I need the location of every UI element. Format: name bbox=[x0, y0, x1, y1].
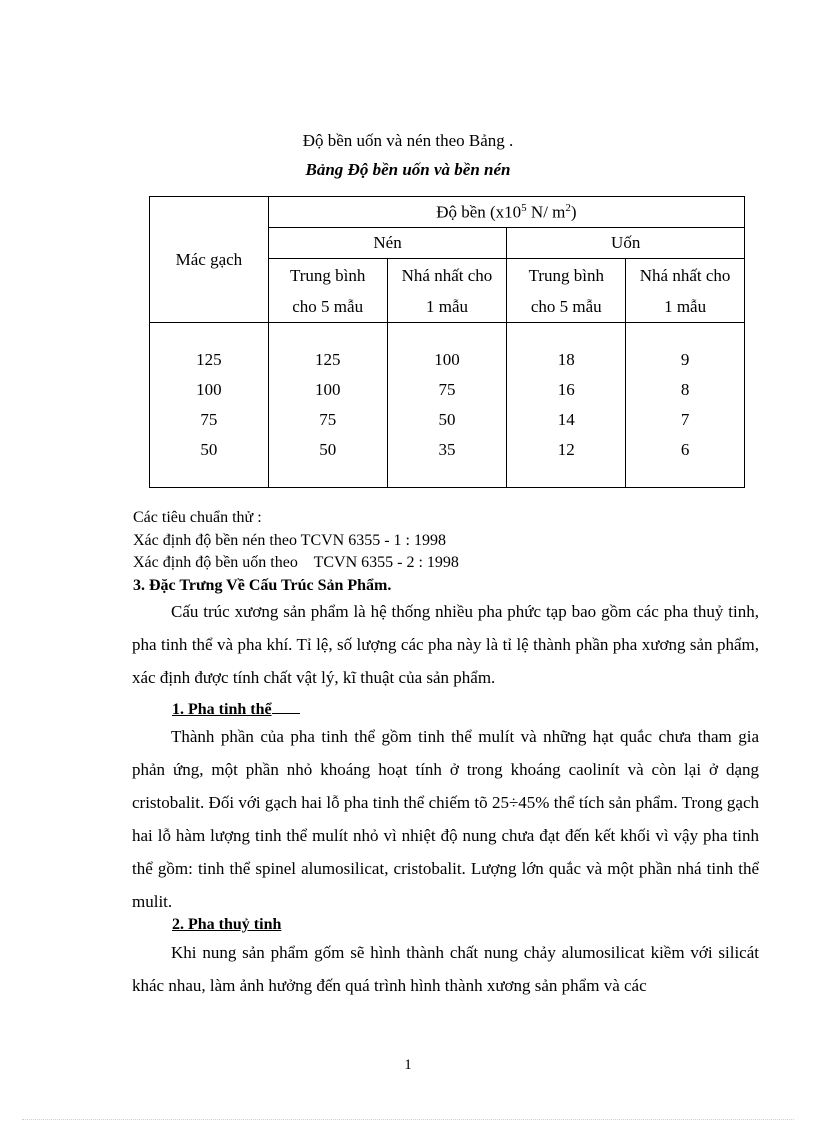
intro-line: Độ bền uốn và nén theo Bảng . bbox=[302, 131, 514, 150]
section-3-heading: 3. Đặc Trưng Về Cấu Trúc Sản Phẩm. bbox=[133, 577, 392, 594]
subsection-2-heading: 2. Pha thuỷ tinh bbox=[172, 916, 282, 933]
page-bottom-divider bbox=[22, 1119, 794, 1120]
header-uon-avg: Trung bình cho 5 mẫu bbox=[507, 259, 626, 323]
header-nen-min: Nhá nhất cho 1 mẫu bbox=[387, 259, 507, 323]
subsection-2-paragraph: Khi nung sản phẩm gốm sẽ hình thành chất nung chảy alumosilicat kiềm với silicát khác nhau, làm ảnh hưởng đến quá trình hình thành xương sản phẩm và các bbox=[132, 943, 759, 995]
col-uon-min-values: 9 8 7 6 bbox=[626, 323, 745, 488]
subsection-1-paragraph: Thành phần của pha tinh thể gồm tinh thể mulít và những hạt quắc chưa tham gia phản ứng, một phần nhỏ khoáng hoạt tính ở trong khoáng caolinít và còn lại ở dạng cristobalit. Đối với gạch hai lỗ pha tinh thể chiếm tõ 25÷45% thể tích sản phẩm. Trong gạch hai lỗ hàm lượng tinh thể mulít nhỏ vì nhiệt độ nung chưa đạt đến kết khối vì vậy pha tinh thể gồm: tinh thể spinel alumosilicat, cristobalit. Lượng lớn quắc và một phần nhá tinh thể mulit. bbox=[132, 727, 759, 911]
header-uon: Uốn bbox=[507, 228, 745, 259]
col-mac-values: 125 100 75 50 bbox=[150, 323, 269, 488]
strength-table bbox=[149, 196, 745, 488]
table-caption: Bảng Độ bền uốn và bền nén bbox=[305, 160, 511, 179]
header-nen-avg: Trung bình cho 5 mẫu bbox=[268, 259, 387, 323]
col-nen-min-values: 100 75 50 35 bbox=[387, 323, 507, 488]
page-number: 1 bbox=[404, 1057, 412, 1073]
header-nen: Nén bbox=[268, 228, 507, 259]
standard-line-1: Xác định độ bền nén theo TCVN 6355 - 1 : 1998 bbox=[133, 532, 446, 549]
header-uon-min: Nhá nhất cho 1 mẫu bbox=[626, 259, 745, 323]
header-mac-gach: Mác gạch bbox=[150, 197, 269, 323]
col-uon-avg-values: 18 16 14 12 bbox=[507, 323, 626, 488]
section-3-paragraph: Cấu trúc xương sản phẩm là hệ thống nhiều pha phức tạp bao gồm các pha thuỷ tinh, pha tinh thể và pha khí. Tỉ lệ, số lượng các pha này là tỉ lệ thành phần pha xương sản phẩm, xác định được tính chất vật lý, kĩ thuật của sản phẩm. bbox=[132, 602, 759, 687]
subsection-1-heading: 1. Pha tinh thể bbox=[172, 699, 300, 719]
standard-line-2: Xác định độ bền uốn theo TCVN 6355 - 2 : 1998 bbox=[133, 554, 459, 571]
standards-title: Các tiêu chuẩn thử : bbox=[133, 509, 262, 526]
header-do-ben: Độ bền ($x10^5$ N/ $m^2$) bbox=[268, 197, 744, 228]
col-nen-avg-values: 125 100 75 50 bbox=[268, 323, 387, 488]
